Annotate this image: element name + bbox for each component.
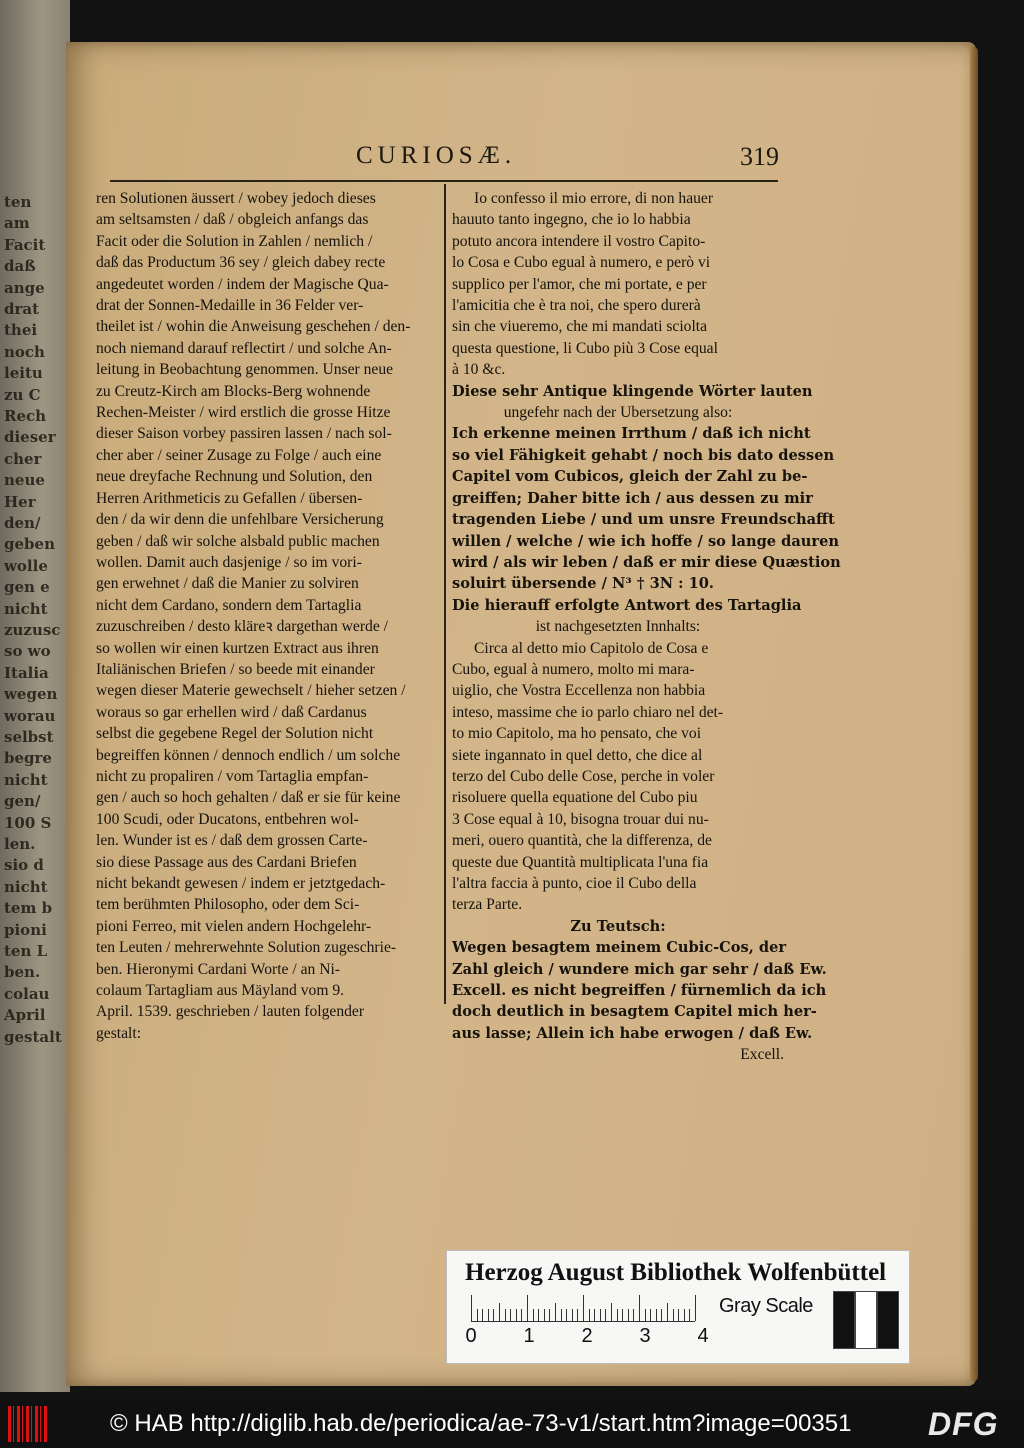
text-line: siete ingannato in quel detto, che dice al <box>452 746 703 764</box>
text-line: so wollen wir einen kurtzen Extract aus ihren <box>96 639 379 657</box>
text-line: Die hierauff erfolgte Antwort des Tartaglia <box>452 596 802 614</box>
ruler-tick <box>505 1309 506 1321</box>
text-line: aus lasse; Allein ich habe erwogen / daß Ew. <box>452 1024 813 1042</box>
ruler-tick <box>667 1303 668 1321</box>
prev-page-fragment: so wo <box>4 642 51 661</box>
prev-page-fragment: len. <box>4 835 36 853</box>
column-divider <box>444 184 446 1004</box>
text-line: Zu Teutsch: <box>570 917 666 935</box>
ruler-tick <box>482 1309 483 1321</box>
prev-page-fragment: worau <box>4 706 56 725</box>
text-line: Herren Arithmeticis zu Gefallen / übersen- <box>96 489 363 507</box>
prev-page-fragment: 100 S <box>4 813 52 832</box>
text-line: so viel Fähigkeit gehabt / noch bis dato dessen <box>452 446 835 464</box>
ruler-tick <box>650 1309 651 1321</box>
prev-page-fragment: tem b <box>4 899 53 918</box>
text-line: cher aber / seiner Zusage zu Folge / auch eine <box>96 446 382 464</box>
ruler-tick <box>521 1309 522 1321</box>
prev-page-fragment: noch <box>4 342 45 361</box>
gray-scale-label: Gray Scale <box>719 1295 813 1317</box>
text-line: uiglio, che Vostra Eccellenza non habbia <box>452 682 706 700</box>
ruler-tick <box>695 1295 696 1321</box>
text-line: Diese sehr Antique klingende Wörter lauten <box>452 382 813 400</box>
prev-page-fragment: begre <box>4 749 52 768</box>
footer-credit[interactable]: © HAB http://diglib.hab.de/periodica/ae-73-v1/start.htm?image=00351 <box>110 1410 852 1437</box>
text-line: gestalt: <box>96 1024 142 1042</box>
text-line: ungefehr nach der Ubersetzung also: <box>503 404 733 422</box>
header-rule <box>110 180 778 182</box>
text-line: zu Creutz-Kirch am Blocks-Berg wohnende <box>96 382 371 400</box>
previous-page-edge <box>0 0 70 1392</box>
text-line: Wegen besagtem meinem Cubic-Cos, der <box>452 939 787 957</box>
ruler-tick <box>499 1303 500 1321</box>
library-title: Herzog August Bibliothek Wolfenbüttel <box>465 1259 887 1286</box>
ruler-tick <box>555 1303 556 1321</box>
text-line: willen / welche / wie ich hoffe / so lange dauren <box>452 532 840 550</box>
prev-page-fragment: geben <box>4 535 55 554</box>
prev-page-fragment: nicht <box>4 877 48 896</box>
prev-page-fragment: daß <box>4 257 36 276</box>
hab-logo-icon <box>8 1406 48 1442</box>
text-line: angedeutet worden / indem der Magische Qua- <box>96 275 389 293</box>
text-line: Zahl gleich / wundere mich gar sehr / daß Ew. <box>452 960 827 978</box>
text-line: ten Leuten / mehrerwehnte Solution zugeschrie- <box>96 939 397 957</box>
prev-page-fragment: thei <box>4 321 38 340</box>
text-line: April. 1539. geschrieben / lauten folgender <box>96 1003 365 1021</box>
library-color-card <box>446 1250 910 1364</box>
text-line: gen / auch so hoch gehalten / daß er sie für keine <box>96 789 401 807</box>
prev-page-fragment: gen/ <box>4 792 41 811</box>
right-column <box>452 188 841 1066</box>
ruler-tick <box>527 1295 528 1321</box>
text-line: Ich erkenne meinen Irrthum / daß ich nicht <box>452 425 811 443</box>
prev-page-fragment: ange <box>4 278 45 297</box>
prev-page-fragment: Rech <box>4 407 47 425</box>
text-line: den / da wir denn die unfehlbare Versicherung <box>96 511 384 529</box>
prev-page-fragment: dieser <box>4 428 56 447</box>
text-line: sin che viueremo, che mi mandati sciolta <box>452 318 708 336</box>
gray-swatch <box>877 1291 899 1349</box>
prev-page-fragment: leitu <box>4 364 43 383</box>
text-line: supplico per l'amor, che mi portate, e per <box>452 275 707 293</box>
text-line: questa questione, li Cubo più 3 Cose equal <box>452 339 718 357</box>
text-line: meri, ouero quantità, che la differenza, de <box>452 832 712 850</box>
text-line: à 10 &c. <box>452 361 506 379</box>
text-line: zuzuschreiben / desto kläreꝛ dargethan werde / <box>96 618 389 636</box>
text-line: 3 Cose equal à 10, bisogna trouar dui nu- <box>452 810 709 828</box>
text-line: begreiffen können / dennoch endlich / um solche <box>96 746 401 764</box>
ruler-number: 2 <box>581 1325 593 1347</box>
text-line: nicht bekandt gewesen / indem er jetztgedach- <box>96 875 386 892</box>
ruler-tick <box>689 1309 690 1321</box>
prev-page-fragment: selbst <box>4 728 54 746</box>
text-line: Circa al detto mio Capitolo de Cosa e <box>474 639 709 657</box>
prev-page-fragment: wolle <box>4 556 48 575</box>
text-line: sio diese Passage aus des Cardani Briefen <box>96 853 357 871</box>
prev-page-fragment: cher <box>4 449 42 468</box>
text-line: Capitel vom Cubicos, gleich der Zahl zu be- <box>452 468 808 486</box>
ruler-number: 1 <box>523 1325 535 1347</box>
ruler-number: 4 <box>697 1325 709 1347</box>
text-line: noch niemand darauf reflectirt / und solche An- <box>96 339 392 357</box>
ruler-tick <box>678 1309 679 1321</box>
text-line: doch deutlich in besagtem Capitel mich her- <box>452 1003 817 1021</box>
text-line: lo Cosa e Cubo egual à numero, e però vi <box>452 254 711 272</box>
text-line: wegen dieser Materie gewechselt / hieher setzen / <box>96 682 406 700</box>
ruler-tick <box>516 1309 517 1321</box>
prev-page-fragment: den/ <box>4 514 41 532</box>
text-line: neue dreyfache Rechnung und Solution, den <box>96 468 373 486</box>
ruler-tick <box>488 1309 489 1321</box>
text-line: tragenden Liebe / und um unsre Freundschafft <box>452 511 835 529</box>
prev-page-fragment: drat <box>4 300 40 318</box>
page-number: 319 <box>740 142 779 171</box>
text-line: Rechen-Meister / wird erstlich die grosse Hitze <box>96 404 391 422</box>
prev-page-fragment: Her <box>4 492 36 511</box>
text-line: potuto ancora intendere il vostro Capito- <box>452 232 706 250</box>
ruler-tick <box>639 1295 640 1321</box>
ruler-tick <box>611 1303 612 1321</box>
text-line: drat der Sonnen-Medaille in 36 Felder ver- <box>96 297 364 315</box>
text-line: ren Solutionen äussert / wobey jedoch dieses <box>96 190 376 207</box>
text-line: Italiänischen Briefen / so beede mit einander <box>96 660 375 678</box>
text-line: wollen. Damit auch dasjenige / so im vori- <box>96 553 362 571</box>
text-line: daß das Productum 36 sey / gleich dabey recte <box>96 254 386 272</box>
ruler-tick <box>544 1309 545 1321</box>
ruler-tick <box>617 1309 618 1321</box>
ruler-tick <box>583 1295 584 1321</box>
ruler-number: 0 <box>465 1325 477 1347</box>
text-line: inteso, massime che io parlo chiaro nel det- <box>452 703 724 721</box>
text-line: Facit oder die Solution in Zahlen / nemlich / <box>96 232 373 250</box>
text-line: Excell. <box>740 1046 784 1064</box>
text-line: soluirt übersende / N³ † 3N : 10. <box>452 575 714 593</box>
ruler-tick <box>684 1309 685 1321</box>
text-line: Cubo, egual à numero, molto mi mara- <box>452 660 695 678</box>
text-line: l'amicitia che è tra noi, che spero durerà <box>452 297 701 315</box>
prev-page-fragment: ten <box>4 193 32 211</box>
prev-page-fragment: Italia <box>4 663 49 682</box>
gray-swatch <box>855 1291 877 1349</box>
text-line: pioni Ferreo, mit vielen andern Hochgelehr- <box>96 917 372 935</box>
text-line: nicht dem Cardano, sondern dem Tartaglia <box>96 596 362 614</box>
prev-page-fragment: ben. <box>4 963 41 982</box>
text-line: am seltsamsten / daß / obgleich anfangs das <box>96 211 369 229</box>
ruler-number: 3 <box>639 1325 651 1347</box>
text-line: ist nachgesetzten Innhalts: <box>535 618 701 636</box>
ruler-tick <box>549 1309 550 1321</box>
prev-page-fragment: nicht <box>4 599 48 618</box>
prev-page-fragment: zu C <box>4 385 41 404</box>
text-line: tem berühmten Philosopho, oder dem Sci- <box>96 896 360 914</box>
ruler-tick <box>661 1309 662 1321</box>
prev-page-fragment: April <box>4 1006 46 1025</box>
text-line: nicht zu propaliren / vom Tartaglia empfan- <box>96 767 369 785</box>
ruler-tick <box>633 1309 634 1321</box>
ruler-tick <box>605 1309 606 1321</box>
ruler-tick <box>656 1309 657 1321</box>
prev-page-fragment: am <box>4 214 30 233</box>
running-head: CURIOSÆ. <box>356 142 517 169</box>
ruler-tick <box>628 1309 629 1321</box>
prev-page-fragment: neue <box>4 471 45 490</box>
ruler-tick <box>577 1309 578 1321</box>
text-line: 100 Scudi, oder Ducatons, entbehren wol- <box>96 810 359 828</box>
text-line: queste due Quantità multiplicata l'una fia <box>452 853 709 871</box>
footer-bar <box>0 1400 1024 1448</box>
ruler-tick <box>673 1309 674 1321</box>
text-line: selbst die gegebene Regel der Solution nicht <box>96 725 374 743</box>
text-line: dieser Saison vorbey passiren lassen / nach sol- <box>96 425 392 443</box>
text-line: terzo del Cubo delle Cose, perche in voler <box>452 767 715 785</box>
gray-swatch <box>833 1291 855 1349</box>
text-line: risoluere quella equatione del Cubo piu <box>452 789 698 807</box>
text-line: hauuto tanto ingegno, che io lo habbia <box>452 211 691 229</box>
ruler-tick <box>594 1309 595 1321</box>
text-line: terza Parte. <box>452 896 523 914</box>
page-edge <box>970 46 978 1382</box>
text-line: colaum Tartagliam aus Mäyland vom 9. <box>96 982 345 1000</box>
ruler-tick <box>533 1309 534 1321</box>
prev-page-fragment: nicht <box>4 770 48 789</box>
prev-page-fragment: ten L <box>4 942 48 960</box>
text-line: len. Wunder ist es / daß dem grossen Carte- <box>96 832 368 850</box>
text-line: Io confesso il mio errore, di non hauer <box>474 190 714 207</box>
ruler-tick <box>510 1309 511 1321</box>
ruler-tick <box>572 1309 573 1321</box>
text-line: wird / als wir leben / daß er mir diese Quæstion <box>452 553 841 571</box>
prev-page-fragment: Facit <box>4 235 46 254</box>
ruler-tick <box>566 1309 567 1321</box>
ruler-tick <box>538 1309 539 1321</box>
prev-page-fragment: gen e <box>4 578 50 597</box>
ruler-tick <box>561 1309 562 1321</box>
text-line: ben. Hieronymi Cardani Worte / an Ni- <box>96 960 340 978</box>
ruler-tick <box>477 1309 478 1321</box>
dfg-logo: DFG <box>928 1406 999 1442</box>
prev-page-fragment: gestalt <box>4 1027 62 1046</box>
text-line: to mio Capitolo, ma ho pensato, che voi <box>452 725 702 743</box>
text-line: l'altra faccia à punto, cioe il Cubo della <box>452 875 697 892</box>
text-line: gen erwehnet / daß die Manier zu solviren <box>96 575 359 593</box>
ruler-tick <box>600 1309 601 1321</box>
text-line: Excell. es nicht begreiffen / fürnemlich da ich <box>452 982 827 1000</box>
text-line: theilet ist / wohin die Anweisung geschehen / den- <box>96 318 411 336</box>
prev-page-fragment: sio d <box>4 856 44 875</box>
prev-page-fragment: colau <box>4 984 50 1003</box>
ruler-tick <box>645 1309 646 1321</box>
prev-page-fragment: zuzusc <box>4 621 61 639</box>
left-column <box>96 188 438 1044</box>
prev-page-fragment: pioni <box>4 920 47 939</box>
text-line: woraus so gar erhellen wird / daß Cardanus <box>96 703 367 721</box>
prev-page-fragment: wegen <box>4 685 58 704</box>
ruler-tick <box>493 1309 494 1321</box>
text-line: leitung in Beobachtung genommen. Unser neue <box>96 361 394 379</box>
ruler-tick <box>589 1309 590 1321</box>
text-line: greiffen; Daher bitte ich / aus dessen zu mir <box>452 489 813 507</box>
ruler-tick <box>622 1309 623 1321</box>
ruler-scale <box>471 1293 695 1322</box>
ruler-tick <box>471 1295 472 1321</box>
text-line: geben / daß wir solche alsbald public machen <box>96 532 380 550</box>
